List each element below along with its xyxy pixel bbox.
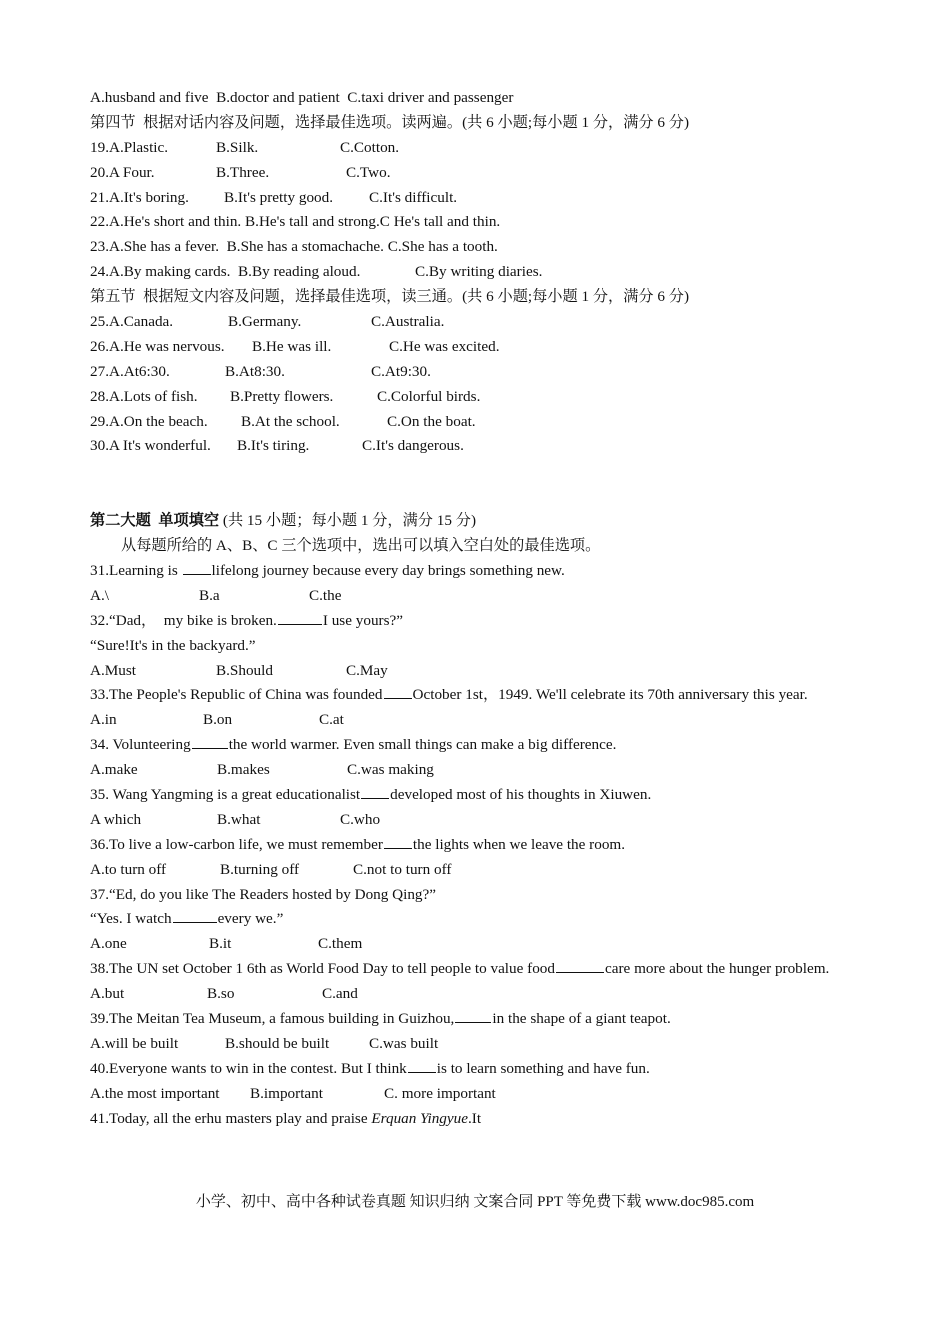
answer-blank — [173, 907, 217, 923]
question-40: 40.Everyone wants to win in the contest. But I think is to learn something and have fun. — [90, 1057, 860, 1082]
exam-page — [90, 86, 860, 1131]
part-2-heading: 第二大题 单项填空 (共 15 小题；每小题 1 分，满分 15 分) — [90, 512, 477, 530]
question-36: 36.To live a low-carbon life, we must remember the lights when we leave the room. — [90, 833, 860, 858]
question-19: 19.A.Plastic. B.Silk. C.Cotton. — [90, 138, 400, 156]
question-35-options: A which B.what C.who — [90, 810, 381, 828]
question-39-options: A.will be built B.should be built C.was built — [90, 1034, 439, 1052]
question-36-options: A.to turn off B.turning off C.not to turn off — [90, 860, 452, 878]
question-32: 32.“Dad， my bike is broken. I use yours?” — [90, 609, 860, 634]
answer-line-18: A.husband and five B.doctor and patient C.taxi driver and passenger — [90, 89, 514, 106]
question-33-options: A.in B.on C.at — [90, 711, 344, 729]
question-39: 39.The Meitan Tea Museum, a famous building in Guizhou, in the shape of a giant teapot. — [90, 1007, 860, 1032]
answer-blank — [384, 683, 412, 699]
question-34-options: A.make B.makes C.was making — [90, 761, 434, 779]
answer-blank — [408, 1057, 436, 1073]
question-30: 30.A It's wonderful. B.It's tiring. C.It's dangerous. — [90, 437, 464, 455]
part-2-instruction: 从每题所给的 A、B、C 三个选项中，选出可以填入空白处的最佳选项。 — [121, 537, 601, 555]
question-38-options: A.but B.so C.and — [90, 985, 358, 1003]
question-31: 31.Learning is lifelong journey because every day brings something new. — [90, 559, 860, 584]
question-28: 28.A.Lots of fish. B.Pretty flowers. C.Colorful birds. — [90, 387, 481, 405]
section-5-heading: 第五节 根据短文内容及问题，选择最佳选项，读三通。(共 6 小题;每小题 1 分，满分 6 分) — [90, 288, 690, 306]
answer-blank — [455, 1007, 491, 1023]
question-38: 38.The UN set October 1 6th as World Food Day to tell people to value food care more about the hunger problem. — [90, 957, 860, 982]
section-4-heading: 第四节 根据对话内容及问题，选择最佳选项。读两遍。(共 6 小题;每小题 1 分，满分 6 分) — [90, 113, 690, 131]
answer-blank — [278, 609, 322, 625]
question-32-reply: “Sure!It's in the backyard.” — [90, 636, 256, 654]
question-25: 25.A.Canada. B.Germany. C.Australia. — [90, 313, 445, 331]
question-34: 34. Volunteering the world warmer. Even small things can make a big difference. — [90, 733, 860, 758]
question-24: 24.A.By making cards. B.By reading aloud. C.By writing diaries. — [90, 263, 543, 281]
question-37-reply: “Yes. I watch every we.” — [90, 907, 860, 932]
answer-blank — [361, 783, 389, 799]
question-23: 23.A.She has a fever. B.She has a stomachache. C.She has a tooth. — [90, 238, 498, 256]
question-29: 29.A.On the beach. B.At the school. C.On the boat. — [90, 412, 476, 430]
question-40-options: A.the most important B.important C. more important — [90, 1084, 496, 1102]
page-footer: 小学、初中、高中各种试卷真题 知识归纳 文案合同 PPT 等免费下载 www.doc985.com — [195, 1194, 755, 1210]
question-35: 35. Wang Yangming is a great educationalist developed most of his thoughts in Xiuwen. — [90, 783, 860, 808]
question-37: 37.“Ed, do you like The Readers hosted by Dong Qing?” — [90, 885, 437, 903]
answer-blank — [192, 733, 228, 749]
question-37-options: A.one B.it C.them — [90, 935, 363, 953]
question-20: 20.A Four. B.Three. C.Two. — [90, 163, 391, 181]
question-41: 41.Today, all the erhu masters play and praise Erquan Yingyue.It — [90, 1109, 482, 1127]
question-33: 33.The People's Republic of China was founded October 1st，1949. We'll celebrate its 70th anniversary this year. — [90, 683, 860, 708]
question-31-options: A.\ B.a C.the — [90, 586, 342, 604]
question-22: 22.A.He's short and thin. B.He's tall and strong.C He's tall and thin. — [90, 213, 501, 231]
section-gap — [90, 459, 860, 509]
answer-blank — [556, 957, 604, 973]
question-27: 27.A.At6:30. B.At8:30. C.At9:30. — [90, 362, 431, 380]
answer-blank — [183, 559, 211, 575]
answer-blank — [384, 833, 412, 849]
question-21: 21.A.It's boring. B.It's pretty good. C.It's difficult. — [90, 188, 458, 206]
question-32-options: A.Must B.Should C.May — [90, 661, 388, 679]
question-26: 26.A.He was nervous. B.He was ill. C.He was excited. — [90, 337, 500, 355]
